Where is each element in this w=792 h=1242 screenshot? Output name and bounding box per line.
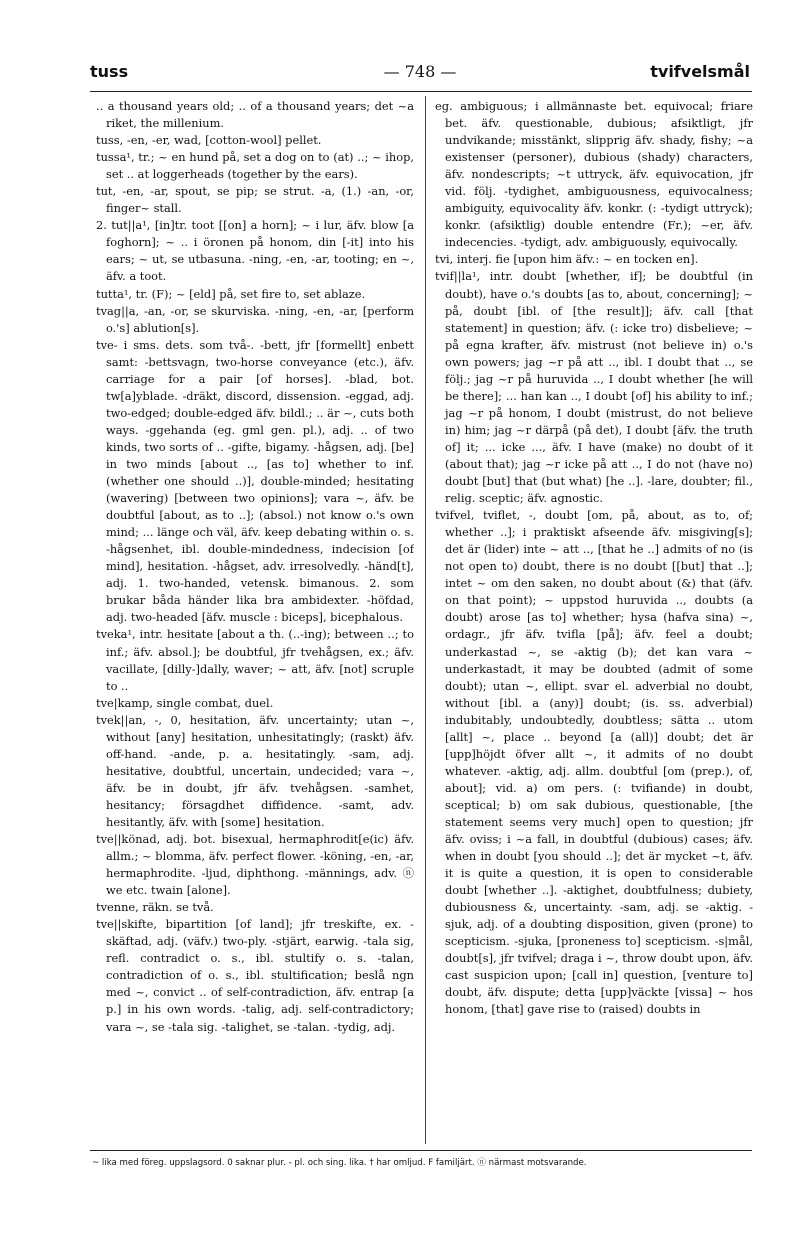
entry-paragraph: tutta¹, tr. (F); ~ [eld] på, set fire to, set ablaze. xyxy=(96,286,366,301)
left-column xyxy=(96,98,414,1138)
entry-paragraph: 2. tut||a¹, [in]tr. toot [[on] a horn]; ~ i lur, äfv. blow [a foghorn]; ~ .. i öronen på honom, din [-it] into his ears; ~ ut, se utbasuna. -ning, -en, -ar, tooting; en ~, äfv. a toot. xyxy=(96,218,414,284)
right-column xyxy=(435,98,753,1138)
page-header xyxy=(90,62,750,88)
entry-paragraph: tvenne, räkn. se två. xyxy=(96,900,214,915)
entry-paragraph: eg. ambiguous; i allmännaste bet. equivocal; friare bet. äfv. questionable, dubious; afsiktligt, jfr undvikande; misstänkt, slipprig äfv. shady, fishy; ~a existenser (personer), dubious (shady) characters, äfv. nondescripts; ~t uttryck, äfv. equivocation, jfr vid. följ. -tydighet, ambiguousness, equivocalness; ambiguity, equivocality äfv. konkr. (: -tydigt uttryck); konkr. (afsiktlig) double entendre (Fr.); ~er, äfv. indecencies. -tydigt, adv. ambiguously, equivocally. xyxy=(435,99,753,250)
entry-paragraph: tuss, -en, -er, wad, [cotton-wool] pellet. xyxy=(96,133,322,148)
entry-paragraph: tve|kamp, single combat, duel. xyxy=(96,695,274,710)
entry-paragraph: .. a thousand years old; .. of a thousand years; det ~a riket, the millenium. xyxy=(96,99,414,131)
entry-paragraph: tvif||la¹, intr. doubt [whether, if]; be doubtful (in doubt), have o.'s doubts [as to, about, concerning]; ~ på, doubt [ibl. of [the result]]; äfv. call [that statement] in question; äfv. (: icke tro) disbelieve; ~ på egna krafter, äfv. mistrust (not believe in) o.'s own powers; jag ~r på att .., ibl. I doubt that .., se följ.; jag ~r på huruvida .., I doubt whether [he will be there]; ... han kan .., I doubt [of] his ability to inf.; jag ~r på honom, I doubt (mistrust, do not believe in) him; jag ~r därpå (på det), I doubt [äfv. the truth of] it; ... icke ..., äfv. I have (make) no doubt of it (about that); jag ~r icke på att .., I do not (have no) doubt [but] that (but what) [he ..]. -lare, doubter; fil., relig. sceptic; äfv. agnostic. xyxy=(435,269,753,506)
entry-paragraph: tvi, interj. fie [upon him äfv.: ~ en tocken en]. xyxy=(435,252,699,267)
entry-paragraph: tut, -en, -ar, spout, se pip; se strut. -a, (1.) -an, -or, finger~ stall. xyxy=(96,184,414,216)
left-running-headword: tuss xyxy=(90,62,129,81)
right-running-headword: tvifvelsmål xyxy=(650,62,750,81)
header-rule xyxy=(90,91,752,92)
entry-paragraph: tvek||an, -, 0, hesitation, äfv. uncertainty; utan ~, without [any] hesitation, unhesitatingly; (raskt) äfv. off-hand. -ande, p. a. hesitatingly. -sam, adj. hesitative, doubtful, uncertain, undecided; vara ~, äfv. be in doubt, jfr äfv. tvehågsen. -samhet, hesitancy; försagdhet diffidence. -samt, adv. hesitantly, äfv. with [some] hesitation. xyxy=(96,712,414,829)
page-number: — 748 — xyxy=(383,62,457,81)
entry-paragraph: tvag||a, -an, -or, se skurviska. -ning, -en, -ar, [perform o.'s] ablution[s]. xyxy=(96,303,414,335)
entry-paragraph: tve||könad, adj. bot. bisexual, hermaphrodit[e(ic) äfv. allm.; ~ blomma, äfv. perfect flower. -köning, -en, -ar, hermaphrodite. -ljud, diphthong. -männings, adv. ⓝ we etc. twain [alone]. xyxy=(96,832,414,898)
abbreviation-key: ~ lika med föreg. uppslagsord. 0 saknar plur. - pl. och sing. lika. † har omljud. F familjärt. ⓝ närmast motsvarande. xyxy=(92,1158,587,1168)
entry-paragraph: tve- i sms. dets. som två-. -bett, jfr [formellt] enbett samt: -bettsvagn, two-horse conveyance (etc.), äfv. carriage for a pair [of horses]. -blad, bot. tw[a]yblade. -dräkt, discord, dissension. -eggad, adj. two-edged; double-edged äfv. bildl.; .. är ~, cuts both ways. -ggehanda (eg. gml gen. pl.), adj. .. of two kinds, two sorts of .. -gifte, bigamy. -hågsen, adj. [be] in two minds [about .., [as to] whether to inf. (whether one should ..)], double-minded; hesitating (wavering) [between two opinions]; vara ~, äfv. be doubtful [about, as to ..]; (absol.) not know o.'s own mind; ... länge och väl, äfv. keep debating within o. s. -hågsenhet, ibl. double-mindedness, indecision [of mind], hesitation. -hågset, adv. irresolvedly. -händ[t], adj. 1. two-handed, vetensk. bimanous. 2. som brukar båda händer lika bra ambidexter. -höfdad, adj. two-headed [äfv. muscle : biceps], bicephalous. xyxy=(96,337,414,625)
entry-paragraph: tve||skifte, bipartition [of land]; jfr treskifte, ex. -skäftad, adj. (väfv.) two-ply. -stjärt, earwig. -tala sig, refl. contradict o. s., ibl. stultify o. s. -talan, contradiction of o. s., ibl. stultification; beslå ngn med ~, convict .. of self-contradiction, äfv. entrap [a p.] in his own words. -talig, adj. self-contradictory; vara ~, se -tala sig. -talighet, se -talan. -tydig, adj. xyxy=(96,917,414,1034)
column-divider xyxy=(425,96,426,1144)
footnote-rule xyxy=(90,1150,752,1151)
entry-paragraph: tvifvel, tviflet, -, doubt [om, på, about, as to, of; whether ..]; i praktiskt afseende äfv. misgiving[s]; det är (lider) inte ~ att .., [that he ..] admits of no (is not open to) doubt, there is no doubt [[but] that ..]; intet ~ om den saken, no doubt about (&) that (äfv. on that point); ~ uppstod huruvida .., doubts (a doubt) arose [as to] whether; hysa (hafva sina) ~, ordagr., jfr äfv. tvifla [på]; äfv. feel a doubt; underkastad ~, se -aktig (b); det kan vara ~ underkastadt, it may be doubted (admit of some doubt); utan ~, ellipt. svar el. adverbial no doubt, without [ibl. a (any)] doubt; (is. ss. adverbial) indubitably, undoubtedly, doubtless; sätta .. utom [allt] ~, place .. beyond [a (all)] doubt; det är [upp]höjdt öfver allt ~, it admits of no doubt whatever. -aktig, adj. allm. doubtful [om (prep.), of, about]; vid. a) om pers. (: tvifiande) in doubt, sceptical; b) om sak dubious, questionable, [the statement seems very much] open to question; jfr äfv. oviss; i ~a fall, in doubtful (dubious) cases; äfv. when in doubt [you should ..]; det är mycket ~t, äfv. it is quite a question, it is open to considerable doubt [whether ..]. -aktighet, doubtfulness; dubiety, dubiousness &, uncertainty. -sam, adj. se -aktig. -sjuk, adj. of a doubting disposition, given (prone) to scepticism. -sjuka, [proneness to] scepticism. -s|mål, doubt[s], jfr tvifvel; draga i ~, throw doubt upon, äfv. cast suspicion upon; [call in] question, [venture to] doubt, äfv. dispute; detta [upp]väckte [vissa] ~ hos honom, [that] gave rise to (raised) doubts in xyxy=(435,508,753,1017)
entry-paragraph: tveka¹, intr. hesitate [about a th. (..-ing); between ..; to inf.; äfv. absol.]; be doubtful, jfr tvehågsen, ex.; äfv. vacillate, [dilly-]dally, waver; ~ att, äfv. [not] scruple to .. xyxy=(96,627,414,693)
entry-paragraph: tussa¹, tr.; ~ en hund på, set a dog on to (at) ..; ~ ihop, set .. at loggerheads (together by the ears). xyxy=(96,150,414,182)
